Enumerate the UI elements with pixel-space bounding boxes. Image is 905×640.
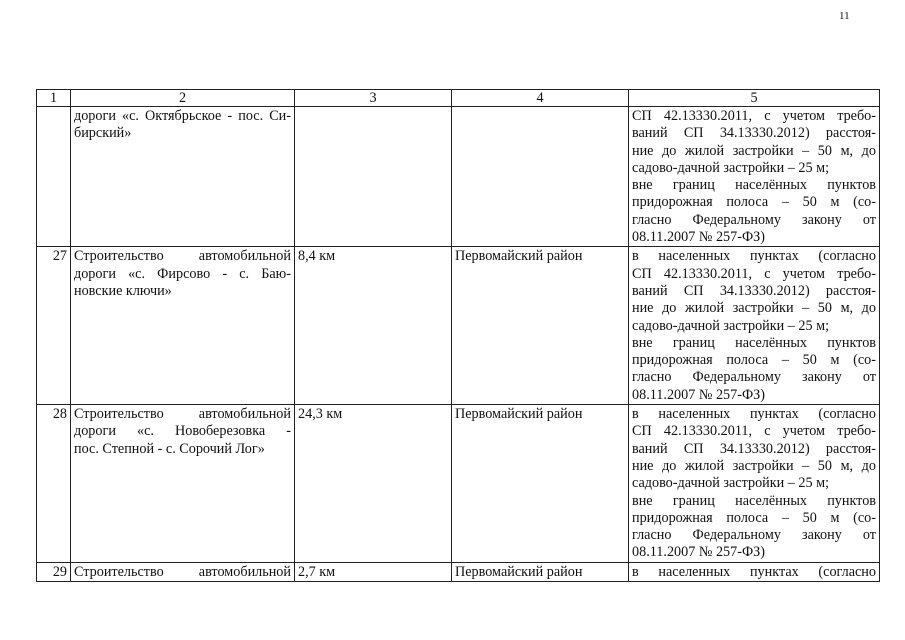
- table-row: [37, 247, 880, 405]
- zone-line: ние до жилой застройки – 50 м, до: [632, 457, 876, 474]
- zone-line: ваний СП 34.13330.2012) расстоя-: [632, 125, 876, 142]
- header-col-1: 1: [37, 90, 71, 107]
- zone-description: [629, 107, 880, 247]
- row-number: 27: [37, 247, 71, 405]
- table-row: [37, 562, 880, 581]
- zone-line: 08.11.2007 № 257-ФЗ): [632, 229, 765, 246]
- road-length: 24,3 км: [295, 405, 452, 563]
- zone-line: в населенных пунктах (согласно: [632, 248, 876, 265]
- object-name: [71, 405, 295, 563]
- road-length: 2,7 км: [295, 562, 452, 581]
- zone-line: гласно Федеральному закону от: [632, 211, 876, 228]
- zone-line: садово-дачной застройки – 25 м;: [632, 475, 830, 492]
- zone-line: СП 42.13330.2011, с учетом требо-: [632, 423, 876, 440]
- road-length: [295, 107, 452, 247]
- object-name-line: дороги «с. Октябрьское - пос. Си-: [74, 108, 291, 124]
- zone-line: ваний СП 34.13330.2012) расстоя-: [632, 440, 876, 457]
- table-row: [37, 107, 880, 247]
- zone-line: ние до жилой застройки – 50 м, до: [632, 300, 876, 317]
- zone-line: вне границ населённых пунктов: [632, 177, 876, 194]
- table-row: [37, 405, 880, 563]
- zone-line: садово-дачной застройки – 25 м;: [632, 159, 830, 176]
- zone-line: гласно Федеральному закону от: [632, 527, 876, 544]
- object-name-line: дороги «с. Фирсово - с. Баю-: [74, 265, 291, 282]
- zone-line: придорожная полоса – 50 м (со-: [632, 509, 876, 526]
- object-name: [71, 562, 295, 581]
- row-number: 28: [37, 405, 71, 563]
- roads-table: [36, 89, 880, 582]
- zone-line: в населенных пунктах (согласно: [632, 406, 876, 423]
- object-name: [71, 247, 295, 405]
- row-number: [37, 107, 71, 247]
- object-name-line: бирский»: [74, 125, 132, 142]
- zone-description: [629, 562, 880, 581]
- zone-line: придорожная полоса – 50 м (со-: [632, 194, 876, 211]
- zone-line: СП 42.13330.2011, с учетом требо-: [632, 265, 876, 282]
- object-name-line: дороги «с. Новоберезовка -: [74, 423, 291, 440]
- table-header-row: [37, 90, 880, 107]
- page-number: 11: [839, 10, 850, 22]
- zone-line: вне границ населённых пунктов: [632, 334, 876, 351]
- zone-line: 08.11.2007 № 257-ФЗ): [632, 386, 765, 403]
- zone-line: садово-дачной застройки – 25 м;: [632, 317, 830, 334]
- zone-line: СП 42.13330.2011, с учетом требо-: [632, 108, 876, 124]
- header-col-2: 2: [71, 90, 295, 107]
- zone-line: 08.11.2007 № 257-ФЗ): [632, 544, 765, 561]
- road-length: 8,4 км: [295, 247, 452, 405]
- object-name-line: новские ключи»: [74, 282, 172, 299]
- row-number: 29: [37, 562, 71, 581]
- object-name: [71, 107, 295, 247]
- zone-line: в населенных пунктах (согласно: [632, 563, 876, 580]
- district: Первомайский район: [452, 247, 629, 405]
- district: Первомайский район: [452, 405, 629, 563]
- header-col-4: 4: [452, 90, 629, 107]
- zone-description: [629, 405, 880, 563]
- zone-description: [629, 247, 880, 405]
- district: Первомайский район: [452, 562, 629, 581]
- header-col-3: 3: [295, 90, 452, 107]
- zone-line: гласно Федеральному закону от: [632, 369, 876, 386]
- zone-line: ние до жилой застройки – 50 м, до: [632, 142, 876, 159]
- zone-line: вне границ населённых пунктов: [632, 492, 876, 509]
- object-name-line: Строительство автомобильной: [74, 406, 291, 423]
- object-name-line: Строительство автомобильной: [74, 248, 291, 265]
- object-name-line: Строительство автомобильной: [74, 563, 291, 580]
- header-col-5: 5: [629, 90, 880, 107]
- object-name-line: пос. Степной - с. Сорочий Лог»: [74, 440, 265, 457]
- district: [452, 107, 629, 247]
- zone-line: придорожная полоса – 50 м (со-: [632, 352, 876, 369]
- zone-line: ваний СП 34.13330.2012) расстоя-: [632, 282, 876, 299]
